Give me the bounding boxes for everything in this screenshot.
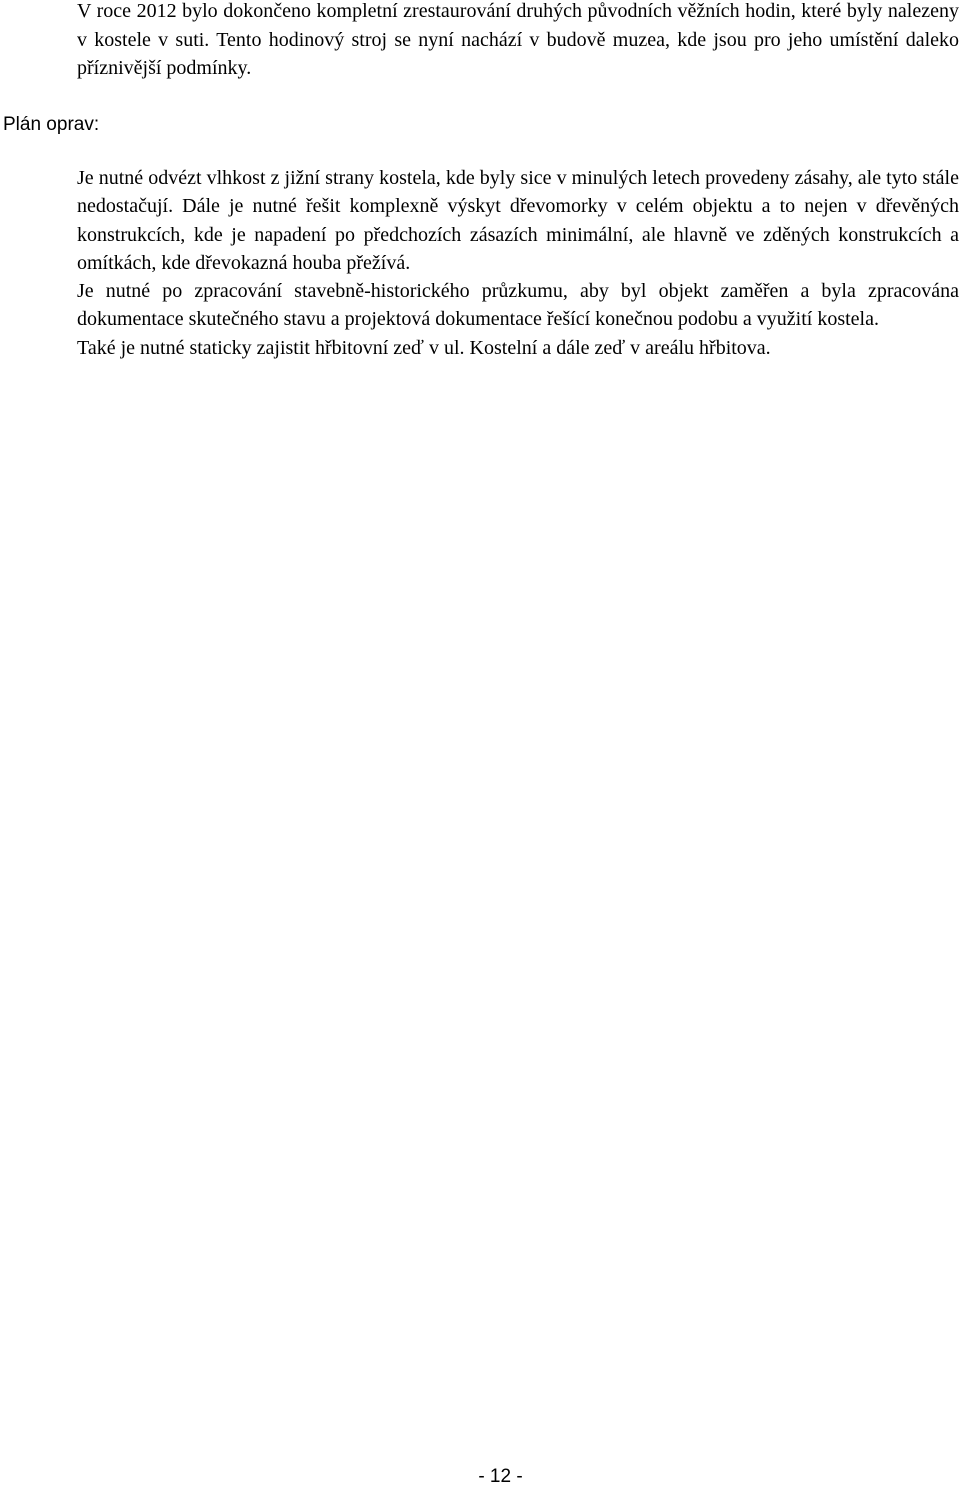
intro-paragraph: V roce 2012 bylo dokončeno kompletní zrestaurování druhých původních věžních hodin, které byly nalezeny v kostele v suti. Tento hodinový stroj se nyní nachází v budově muzea, kde jsou pro jeho umístění daleko příznivější podmínky. — [77, 0, 959, 79]
page-number: - 12 - — [478, 1466, 523, 1487]
paragraph-cemetery-wall: Také je nutné staticky zajistit hřbitovní zeď v ul. Kostelní a dále zeď v areálu hřbitova. — [77, 336, 771, 359]
repair-plan-body — [77, 164, 959, 362]
section-heading: Plán oprav: — [3, 114, 100, 135]
paragraph-moisture-drevomorka: Je nutné odvézt vlhkost z jižní strany kostela, kde byly sice v minulých letech provedeny zásahy, ale tyto stále nedostačují. Dále je nutné řešit komplexně výskyt dřevomorky v celém objektu a to nejen v dřevěných konstrukcích, kde je napadení po předchozích zásazích minimální, ale hlavně ve zděných konstrukcích a omítkách, kde dřevokazná houba přežívá. — [77, 167, 959, 274]
paragraph-documentation: Je nutné po zpracování stavebně-historického průzkumu, aby byl objekt zaměřen a byla zpracována dokumentace skutečného stavu a projektová dokumentace řešící konečnou podobu a využití kostela. — [77, 280, 959, 331]
